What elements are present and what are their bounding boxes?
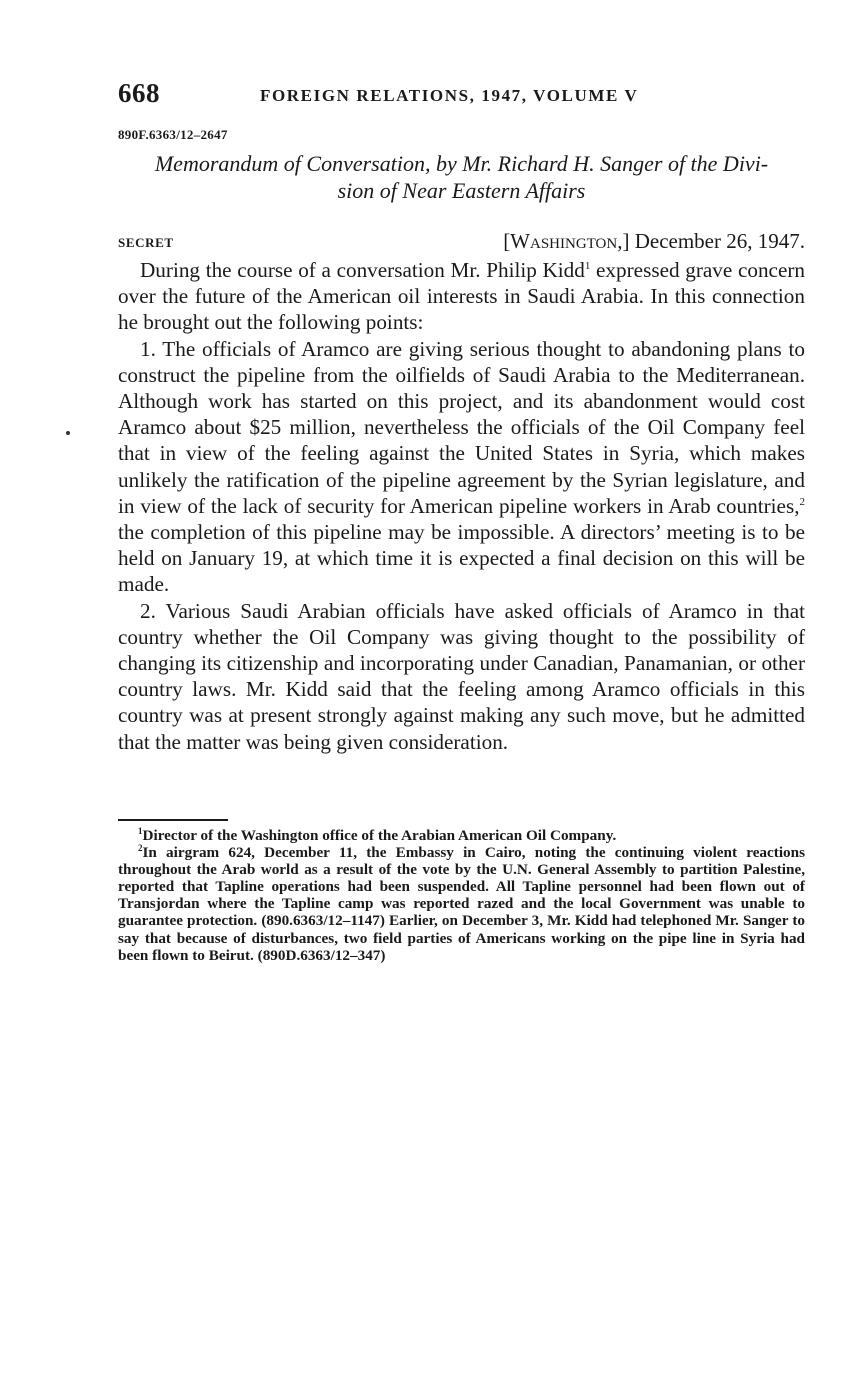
page-number: 668 bbox=[118, 78, 160, 108]
footnote-1-text: Director of the Washington office of the Arabian American Oil Company. bbox=[142, 827, 617, 844]
footnote-ref-1[interactable]: 1 bbox=[584, 260, 591, 272]
place-date bbox=[503, 229, 805, 254]
footnotes bbox=[118, 827, 805, 964]
footnote-ref-2[interactable]: 2 bbox=[799, 495, 805, 508]
running-title: FOREIGN RELATIONS, 1947, VOLUME V bbox=[260, 86, 639, 105]
document-title bbox=[118, 150, 805, 204]
document-title-line-1: Memorandum of Conversation, by Mr. Richard H. Sanger of the Divi- bbox=[154, 151, 769, 176]
footnote-2 bbox=[118, 844, 805, 964]
footnote-2-marker: 2 bbox=[138, 843, 143, 854]
footnote-1 bbox=[118, 827, 805, 844]
document-title-line-2: sion of Near Eastern Affairs bbox=[337, 178, 586, 203]
intro-paragraph: During the course of a conversation Mr. Philip Kidd$^1$ expressed grave concern over the future of the American oil interests in Saudi Arabia. In this connection he brought out the following points: bbox=[118, 258, 805, 335]
place: [Washington,] bbox=[503, 229, 630, 253]
footnote-1-marker: 1 bbox=[138, 826, 143, 836]
footnote-rule bbox=[118, 819, 228, 821]
margin-speck bbox=[66, 431, 70, 435]
file-number: 890F.6363/12–2647 bbox=[118, 127, 228, 142]
memorandum-body bbox=[118, 257, 805, 755]
footnote-2-text: In airgram 624, December 11, the Embassy in Cairo, noting the continuing violent reactions throughout the Arab world as a result of the vote by the U.N. General Assembly to partition Palestine, reported that Tapline operations had been suspended. All Tapline personnel had been flown out of Transjordan where the Tapline camp was reported razed and the local Government was unable to guarantee protection. (890.6363/12–1147) Earlier, on December 3, Mr. Kidd had telephoned Mr. Sanger to say that because of disturbances, two field parties of Americans working on the pipe line in Syria had been flown to Beirut. (890D.6363/12–347) bbox=[118, 844, 805, 964]
point-2-paragraph: 2. Various Saudi Arabian officials have asked officials of Aramco in that country whether the Oil Company was giving thought to the possibility of changing its citizenship and incorporating under Canadian, Panamanian, or other country laws. Mr. Kidd said that the feeling among Aramco officials in this country was at present strongly against making any such move, but he admitted that the matter was being given consideration. bbox=[118, 598, 805, 754]
point-1-paragraph: 1. The officials of Aramco are giving serious thought to abandoning plans to construct the pipeline from the oilfields of Saudi Arabia to the Mediterranean. Although work has started on this project, and its abandonment would cost Aramco about $25 million, nevertheless the officials of the Oil Company feel that in view of the feeling against the United States in Syria, which makes unlikely the ratification of the pipeline agreement by the Syrian legislature, and in view of the lack of security for American pipeline workers in Arab countries,$^2$ the completion of this pipeline may be impossible. A directors’ meeting is to be held on January 19, at which time it is expected a final decision on this will be made. bbox=[118, 336, 805, 597]
date: December 26, 1947. bbox=[634, 229, 805, 253]
classification-label: SECRET bbox=[118, 235, 174, 250]
running-head bbox=[118, 78, 805, 112]
dateline bbox=[118, 229, 805, 255]
